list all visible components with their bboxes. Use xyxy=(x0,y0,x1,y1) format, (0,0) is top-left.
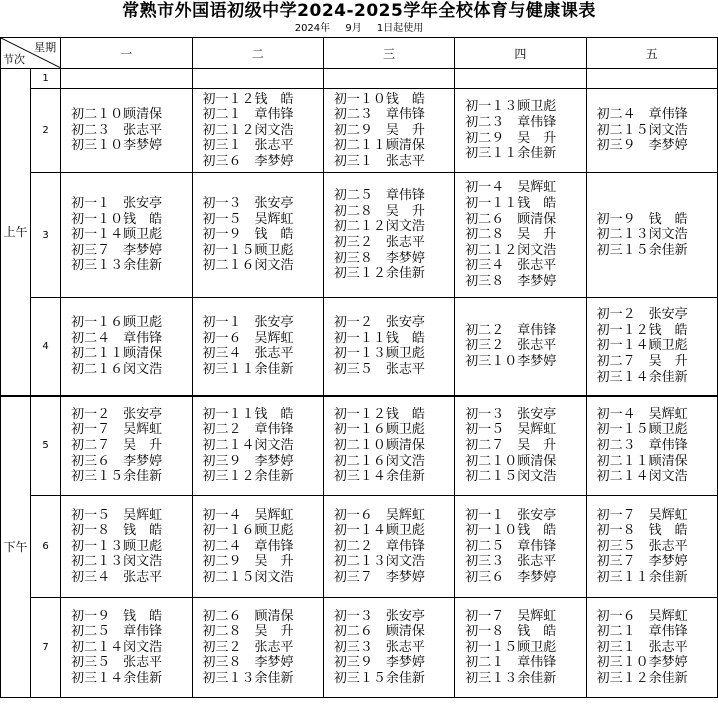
class-entry: 初二１４闵文浩 xyxy=(202,437,294,453)
class-entry: 初三１４余佳新 xyxy=(596,369,688,385)
schedule-cell-wed xyxy=(323,173,454,298)
class-entry: 初一１ 张安亭 xyxy=(465,507,557,523)
period-number: 3 xyxy=(31,173,61,298)
class-entry: 初二６ 顾清保 xyxy=(333,624,425,640)
schedule-table xyxy=(0,37,718,698)
day-header-thu: 四 xyxy=(455,38,586,69)
class-entry: 初一１６顾卫彪 xyxy=(71,315,163,331)
corner-period-label: 节次 xyxy=(3,53,25,66)
period-number: 2 xyxy=(31,89,61,173)
class-entry: 初三１５余佳新 xyxy=(333,670,425,686)
class-entry: 初二３ 章伟锋 xyxy=(333,107,425,123)
schedule-cell-mon xyxy=(61,69,192,89)
schedule-cell-thu xyxy=(455,69,586,89)
effective-date xyxy=(0,22,718,36)
class-entry: 初一１５顾卫彪 xyxy=(596,422,688,438)
class-entry: 初二７ 吴 升 xyxy=(71,437,163,453)
day-header-mon: 一 xyxy=(61,38,192,69)
class-entry: 初一５ 吴辉虹 xyxy=(71,507,163,523)
class-entry: 初二２ 章伟锋 xyxy=(333,538,425,554)
class-entry: 初三１ 张志平 xyxy=(596,639,688,655)
class-entry: 初二１６闵文浩 xyxy=(202,258,294,274)
class-entry: 初一８ 钱 皓 xyxy=(71,523,163,539)
class-entry: 初一２ 张安亭 xyxy=(333,315,425,331)
class-entry: 初二５ 章伟锋 xyxy=(71,624,163,640)
class-entry: 初三７ 李梦婷 xyxy=(333,569,425,585)
class-entry: 初二８ 吴 升 xyxy=(333,203,425,219)
class-entry: 初三１０李梦婷 xyxy=(465,354,557,370)
class-entry: 初二１２闵文浩 xyxy=(202,122,294,138)
class-entry: 初三８ 李梦婷 xyxy=(202,655,294,671)
effective-day: 1日起使用 xyxy=(376,23,424,34)
class-entry: 初二１３闵文浩 xyxy=(71,554,163,570)
schedule-cell-mon xyxy=(61,496,192,598)
class-entry: 初一１３顾卫彪 xyxy=(333,346,425,362)
class-entry: 初一８ 钱 皓 xyxy=(465,624,557,640)
schedule-cell-wed xyxy=(323,496,454,598)
class-entry: 初三８ 李梦婷 xyxy=(333,250,425,266)
class-entry: 初二１１顾清保 xyxy=(333,138,425,154)
day-header-tue: 二 xyxy=(192,38,323,69)
day-header-wed: 三 xyxy=(323,38,454,69)
class-entry: 初三５ 张志平 xyxy=(71,655,163,671)
class-entry: 初二３ 张志平 xyxy=(71,122,163,138)
class-entry: 初三５ 张志平 xyxy=(596,538,688,554)
schedule-cell-wed xyxy=(323,298,454,396)
class-entry: 初一１４顾卫彪 xyxy=(596,338,688,354)
class-entry: 初一５ 吴辉虹 xyxy=(465,422,557,438)
class-entry: 初一６ 吴辉虹 xyxy=(333,507,425,523)
class-entry: 初一１２钱 皓 xyxy=(596,322,688,338)
class-entry: 初二４ 章伟锋 xyxy=(202,538,294,554)
class-entry: 初三１４余佳新 xyxy=(333,469,425,485)
period-row xyxy=(1,496,718,598)
class-entry: 初一７ 吴辉虹 xyxy=(596,507,688,523)
class-entry: 初二１３闵文浩 xyxy=(333,554,425,570)
class-entry: 初二７ 吴 升 xyxy=(465,437,557,453)
class-entry: 初二８ 吴 升 xyxy=(202,624,294,640)
schedule-cell-fri xyxy=(586,89,717,173)
class-entry: 初一７ 吴辉虹 xyxy=(465,608,557,624)
class-entry: 初一２ 张安亭 xyxy=(596,307,688,323)
class-entry: 初一３ 张安亭 xyxy=(202,196,294,212)
class-entry: 初二１０顾清保 xyxy=(333,437,425,453)
class-entry: 初一１４顾卫彪 xyxy=(333,523,425,539)
schedule-cell-thu xyxy=(455,89,586,173)
class-entry: 初二１１顾清保 xyxy=(71,346,163,362)
schedule-cell-mon xyxy=(61,298,192,396)
morning-label: 上午 xyxy=(1,69,31,396)
class-entry: 初三４ 张志平 xyxy=(202,346,294,362)
class-entry: 初二１５闵文浩 xyxy=(202,569,294,585)
class-entry: 初二１２闵文浩 xyxy=(333,219,425,235)
class-entry: 初一１６顾卫彪 xyxy=(202,523,294,539)
class-entry: 初三１１余佳新 xyxy=(596,569,688,585)
class-entry: 初二１６闵文浩 xyxy=(333,453,425,469)
class-entry: 初二７ 吴 升 xyxy=(596,354,688,370)
class-entry: 初三１３余佳新 xyxy=(71,258,163,274)
class-entry: 初一１６顾卫彪 xyxy=(333,422,425,438)
class-entry: 初一１１钱 皓 xyxy=(465,196,557,212)
class-entry: 初二１６闵文浩 xyxy=(71,361,163,377)
class-entry: 初一１ 张安亭 xyxy=(71,196,163,212)
class-entry: 初三１３余佳新 xyxy=(465,670,557,686)
class-entry: 初一６ 吴辉虹 xyxy=(202,330,294,346)
day-header-fri: 五 xyxy=(586,38,717,69)
effective-year: 2024年 xyxy=(294,23,331,34)
period-row xyxy=(1,173,718,298)
class-entry: 初三１０李梦婷 xyxy=(596,655,688,671)
class-entry: 初三９ 李梦婷 xyxy=(333,655,425,671)
page-title: 常熟市外国语初级中学2024-2025学年全校体育与健康课表 xyxy=(122,1,596,21)
class-entry: 初二１ 章伟锋 xyxy=(596,624,688,640)
class-entry: 初三９ 李梦婷 xyxy=(596,138,688,154)
class-entry: 初一１４顾卫彪 xyxy=(71,227,163,243)
class-entry: 初二６ 顾清保 xyxy=(202,608,294,624)
period-row xyxy=(1,298,718,396)
class-entry: 初一４ 吴辉虹 xyxy=(202,507,294,523)
class-entry: 初一１１钱 皓 xyxy=(202,406,294,422)
class-entry: 初二１３闵文浩 xyxy=(596,227,688,243)
class-entry: 初二８ 吴 升 xyxy=(465,227,557,243)
schedule-cell-wed xyxy=(323,69,454,89)
schedule-cell-fri xyxy=(586,298,717,396)
class-entry: 初二３ 章伟锋 xyxy=(596,437,688,453)
class-entry: 初三１３余佳新 xyxy=(202,670,294,686)
schedule-cell-mon xyxy=(61,598,192,698)
schedule-cell-fri xyxy=(586,396,717,496)
class-entry: 初一４ 吴辉虹 xyxy=(465,180,557,196)
schedule-cell-fri xyxy=(586,496,717,598)
class-entry: 初二１５闵文浩 xyxy=(465,469,557,485)
class-entry: 初三１ 张志平 xyxy=(333,153,425,169)
class-entry: 初三１１余佳新 xyxy=(202,361,294,377)
class-entry: 初一９ 钱 皓 xyxy=(71,608,163,624)
schedule-cell-fri xyxy=(586,173,717,298)
schedule-cell-wed xyxy=(323,598,454,698)
class-entry: 初一１５顾卫彪 xyxy=(465,639,557,655)
class-entry: 初二１４闵文浩 xyxy=(596,469,688,485)
class-entry: 初一９ 钱 皓 xyxy=(596,211,688,227)
class-entry: 初一１２钱 皓 xyxy=(202,91,294,107)
class-entry: 初三１２余佳新 xyxy=(333,266,425,282)
schedule-cell-thu xyxy=(455,496,586,598)
class-entry: 初一６ 吴辉虹 xyxy=(596,608,688,624)
period-number: 1 xyxy=(31,69,61,89)
class-entry: 初三２ 张志平 xyxy=(202,639,294,655)
class-entry: 初三６ 李梦婷 xyxy=(465,569,557,585)
period-number: 7 xyxy=(31,598,61,698)
schedule-cell-tue xyxy=(192,396,323,496)
schedule-cell-mon xyxy=(61,89,192,173)
schedule-cell-mon xyxy=(61,396,192,496)
class-entry: 初三１５余佳新 xyxy=(596,242,688,258)
class-entry: 初三１２余佳新 xyxy=(202,469,294,485)
class-entry: 初一１１钱 皓 xyxy=(333,330,425,346)
period-row xyxy=(1,89,718,173)
period-number: 4 xyxy=(31,298,61,396)
class-entry: 初三７ 李梦婷 xyxy=(71,242,163,258)
class-entry: 初三１１余佳新 xyxy=(465,146,557,162)
class-entry: 初三３ 张志平 xyxy=(333,639,425,655)
schedule-cell-tue xyxy=(192,298,323,396)
class-entry: 初三９ 李梦婷 xyxy=(202,453,294,469)
class-entry: 初一７ 吴辉虹 xyxy=(71,422,163,438)
class-entry: 初一３ 张安亭 xyxy=(465,406,557,422)
effective-month: 9月 xyxy=(345,23,362,34)
schedule-cell-tue xyxy=(192,496,323,598)
schedule-cell-wed xyxy=(323,396,454,496)
schedule-cell-wed xyxy=(323,89,454,173)
class-entry: 初一１ 张安亭 xyxy=(202,315,294,331)
class-entry: 初二１ 章伟锋 xyxy=(202,107,294,123)
class-entry: 初二４ 章伟锋 xyxy=(71,330,163,346)
class-entry: 初三１０李梦婷 xyxy=(71,138,163,154)
class-entry: 初二１０顾清保 xyxy=(465,453,557,469)
class-entry: 初一８ 钱 皓 xyxy=(596,523,688,539)
class-entry: 初一１０钱 皓 xyxy=(71,211,163,227)
class-entry: 初三６ 李梦婷 xyxy=(202,153,294,169)
afternoon-label: 下午 xyxy=(1,396,31,698)
class-entry: 初三１４余佳新 xyxy=(71,670,163,686)
schedule-cell-thu xyxy=(455,598,586,698)
class-entry: 初二１１顾清保 xyxy=(596,453,688,469)
period-row xyxy=(1,69,718,89)
class-entry: 初三３ 张志平 xyxy=(465,554,557,570)
class-entry: 初三１ 张志平 xyxy=(202,138,294,154)
schedule-cell-tue xyxy=(192,598,323,698)
class-entry: 初一４ 吴辉虹 xyxy=(596,406,688,422)
corner-weekday-label: 星期 xyxy=(34,41,57,54)
schedule-cell-fri xyxy=(586,598,717,698)
schedule-cell-thu xyxy=(455,173,586,298)
period-number: 5 xyxy=(31,396,61,496)
class-entry: 初三６ 李梦婷 xyxy=(71,453,163,469)
schedule-cell-tue xyxy=(192,89,323,173)
class-entry: 初二２ 章伟锋 xyxy=(202,422,294,438)
class-entry: 初二９ 吴 升 xyxy=(465,130,557,146)
class-entry: 初三４ 张志平 xyxy=(71,569,163,585)
class-entry: 初一３ 张安亭 xyxy=(333,608,425,624)
class-entry: 初三５ 张志平 xyxy=(333,361,425,377)
schedule-cell-tue xyxy=(192,69,323,89)
class-entry: 初二５ 章伟锋 xyxy=(333,188,425,204)
class-entry: 初一１０钱 皓 xyxy=(465,523,557,539)
schedule-cell-thu xyxy=(455,298,586,396)
header-corner xyxy=(1,38,61,69)
class-entry: 初二９ 吴 升 xyxy=(333,122,425,138)
class-entry: 初一２ 张安亭 xyxy=(71,406,163,422)
class-entry: 初一５ 吴辉虹 xyxy=(202,211,294,227)
class-entry: 初二３ 章伟锋 xyxy=(465,114,557,130)
class-entry: 初三８ 李梦婷 xyxy=(465,273,557,289)
class-entry: 初一１５顾卫彪 xyxy=(202,242,294,258)
class-entry: 初三７ 李梦婷 xyxy=(596,554,688,570)
class-entry: 初三２ 张志平 xyxy=(333,235,425,250)
class-entry: 初二１５闵文浩 xyxy=(596,122,688,138)
schedule-cell-thu xyxy=(455,396,586,496)
schedule-cell-tue xyxy=(192,173,323,298)
schedule-cell-mon xyxy=(61,173,192,298)
class-entry: 初二５ 章伟锋 xyxy=(465,538,557,554)
class-entry: 初一１０钱 皓 xyxy=(333,91,425,107)
period-row xyxy=(1,396,718,496)
class-entry: 初三４ 张志平 xyxy=(465,258,557,274)
class-entry: 初三２ 张志平 xyxy=(465,338,557,354)
class-entry: 初二６ 顾清保 xyxy=(465,211,557,227)
class-entry: 初二１２闵文浩 xyxy=(465,242,557,258)
class-entry: 初一９ 钱 皓 xyxy=(202,227,294,243)
class-entry: 初二４ 章伟锋 xyxy=(596,107,688,123)
class-entry: 初二９ 吴 升 xyxy=(202,554,294,570)
period-row xyxy=(1,598,718,698)
class-entry: 初二１０顾清保 xyxy=(71,107,163,123)
class-entry: 初二２ 章伟锋 xyxy=(465,322,557,338)
schedule-cell-fri xyxy=(586,69,717,89)
class-entry: 初一１３顾卫彪 xyxy=(71,538,163,554)
class-entry: 初一１２钱 皓 xyxy=(333,406,425,422)
class-entry: 初二１４闵文浩 xyxy=(71,639,163,655)
period-number: 6 xyxy=(31,496,61,598)
class-entry: 初三１５余佳新 xyxy=(71,469,163,485)
class-entry: 初二１ 章伟锋 xyxy=(465,655,557,671)
class-entry: 初一１３顾卫彪 xyxy=(465,99,557,115)
class-entry: 初三１２余佳新 xyxy=(596,670,688,686)
